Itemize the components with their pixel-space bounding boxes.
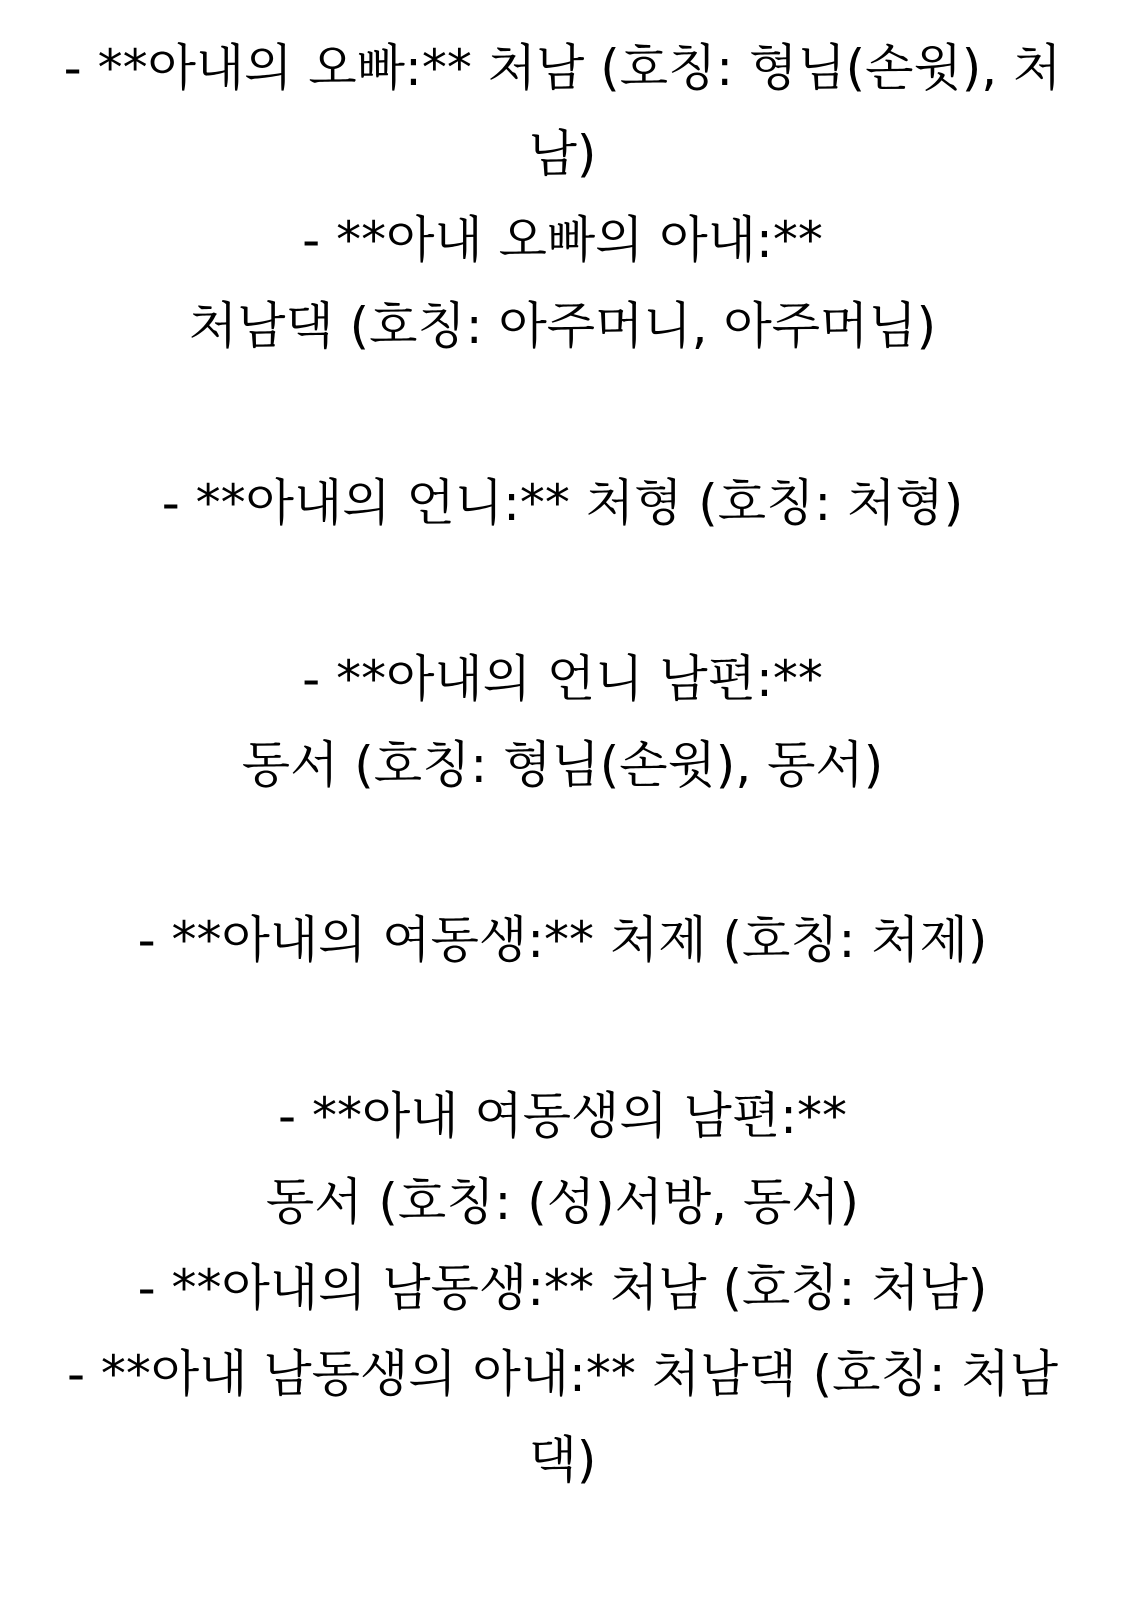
text-line-wife-younger-brother-wife: - **아내 남동생의 아내:** 처남댁 (호칭: 처남 xyxy=(66,1345,1059,1403)
text-line-wife-younger-brother: - **아내의 남동생:** 처남 (호칭: 처남) xyxy=(137,1259,988,1317)
text-line-wife-older-sister-husband-title: 동서 (호칭: 형님(손윗), 동서) xyxy=(241,736,884,794)
text-line-wife-older-sister-husband: - **아내의 언니 남편:** xyxy=(302,650,823,708)
text-line-wife-older-sister: - **아내의 언니:** 처형 (호칭: 처형) xyxy=(161,474,964,532)
text-line-wife-younger-brother-wife-cont: 댁) xyxy=(528,1431,597,1489)
text-line-wife-older-brother-wife-title: 처남댁 (호칭: 아주머니, 아주머님) xyxy=(188,297,937,355)
text-line-wife-older-brother-cont: 남) xyxy=(528,125,597,183)
text-line-wife-younger-sister-husband: - **아내 여동생의 남편:** xyxy=(278,1087,847,1145)
text-line-wife-older-brother-wife: - **아내 오빠의 아내:** xyxy=(302,211,823,269)
text-line-wife-younger-sister-husband-title: 동서 (호칭: (성)서방, 동서) xyxy=(265,1173,860,1231)
text-line-wife-younger-sister: - **아내의 여동생:** 처제 (호칭: 처제) xyxy=(137,911,988,969)
text-line-wife-older-brother: - **아내의 오빠:** 처남 (호칭: 형님(손윗), 처 xyxy=(63,39,1062,97)
